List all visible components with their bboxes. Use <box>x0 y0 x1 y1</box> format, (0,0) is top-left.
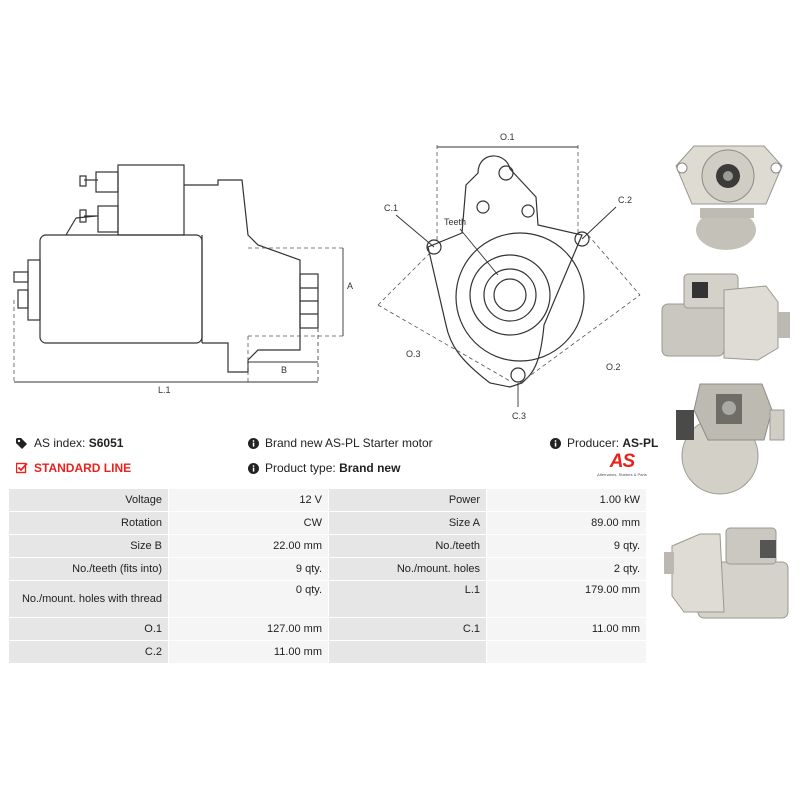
spec-key: O.1 <box>9 618 169 641</box>
spec-key: No./teeth <box>329 535 487 558</box>
description-text: Brand new AS-PL Starter motor <box>265 436 433 450</box>
flange-outline <box>428 156 582 387</box>
side-view-drawing <box>0 150 370 410</box>
spec-key: Voltage <box>9 489 169 512</box>
info-icon <box>248 438 259 449</box>
as-index-label: AS index: <box>34 436 86 450</box>
producer-label: Producer: <box>567 436 620 450</box>
producer-value: AS-PL <box>622 436 659 450</box>
spec-value: 22.00 mm <box>169 535 329 558</box>
product-type-value: Brand new <box>339 461 401 475</box>
dimension-c2-label: C.2 <box>618 195 633 205</box>
table-row <box>9 489 647 512</box>
dimension-o3-label: O.3 <box>406 349 421 359</box>
as-index-value: S6051 <box>88 436 124 450</box>
checkbox-check-icon <box>16 462 28 474</box>
spec-key: No./mount. holes with thread <box>9 581 169 618</box>
info-icon <box>248 463 259 474</box>
as-index <box>16 436 123 450</box>
spec-value: 9 qty. <box>487 535 647 558</box>
spec-value: 179.00 mm <box>487 581 647 618</box>
table-row <box>9 512 647 535</box>
spec-key: No./teeth (fits into) <box>9 558 169 581</box>
product-description <box>248 436 433 450</box>
spec-value: 2 qty. <box>487 558 647 581</box>
spec-value: 0 qty. <box>169 581 329 618</box>
spec-key: C.1 <box>329 618 487 641</box>
spec-value: 9 qty. <box>169 558 329 581</box>
gear-teeth <box>484 269 536 321</box>
spec-value <box>487 641 647 664</box>
spec-key: L.1 <box>329 581 487 618</box>
specification-table <box>8 488 647 664</box>
motor-housing <box>40 235 202 343</box>
spec-value: 11.00 mm <box>487 618 647 641</box>
product-type-label: Product type: <box>265 461 336 475</box>
table-row <box>9 558 647 581</box>
table-row <box>9 535 647 558</box>
producer <box>550 436 658 450</box>
product-photo-angle[interactable] <box>664 516 794 632</box>
product-photo-front[interactable] <box>664 128 790 258</box>
spec-value: 127.00 mm <box>169 618 329 641</box>
spec-key <box>329 641 487 664</box>
spec-value: 12 V <box>169 489 329 512</box>
spec-value: 89.00 mm <box>487 512 647 535</box>
front-view-drawing <box>370 125 660 425</box>
dimension-o1-label: O.1 <box>500 132 515 142</box>
spec-key: Size A <box>329 512 487 535</box>
spec-key: Size B <box>9 535 169 558</box>
table-row <box>9 581 647 618</box>
tag-icon <box>16 438 28 449</box>
spec-key: No./mount. holes <box>329 558 487 581</box>
spec-value: CW <box>169 512 329 535</box>
product-photo-side[interactable] <box>654 262 794 366</box>
dimension-c3-label: C.3 <box>512 411 527 421</box>
dimension-l1-label: L.1 <box>158 385 171 395</box>
as-pl-logo <box>592 452 652 482</box>
product-photo-rear[interactable] <box>672 370 792 506</box>
dimension-b-label: B <box>281 365 288 375</box>
standard-line <box>16 461 131 475</box>
dimension-o2-label: O.2 <box>606 362 621 372</box>
dimension-c1-label: C.1 <box>384 203 399 213</box>
solenoid-body <box>118 165 184 235</box>
spec-key: C.2 <box>9 641 169 664</box>
teeth-label: Teeth <box>444 217 467 227</box>
logo-mark: AS <box>609 451 635 472</box>
product-type <box>248 461 400 475</box>
logo-tagline: Alternators, Starters & Parts <box>597 472 647 477</box>
table-row <box>9 641 647 664</box>
dimension-a-label: A <box>347 281 354 291</box>
spec-key: Power <box>329 489 487 512</box>
standard-line-label: STANDARD LINE <box>34 461 132 475</box>
spec-value: 1.00 kW <box>487 489 647 512</box>
spec-key: Rotation <box>9 512 169 535</box>
info-icon <box>550 438 561 449</box>
table-row <box>9 618 647 641</box>
spec-value: 11.00 mm <box>169 641 329 664</box>
